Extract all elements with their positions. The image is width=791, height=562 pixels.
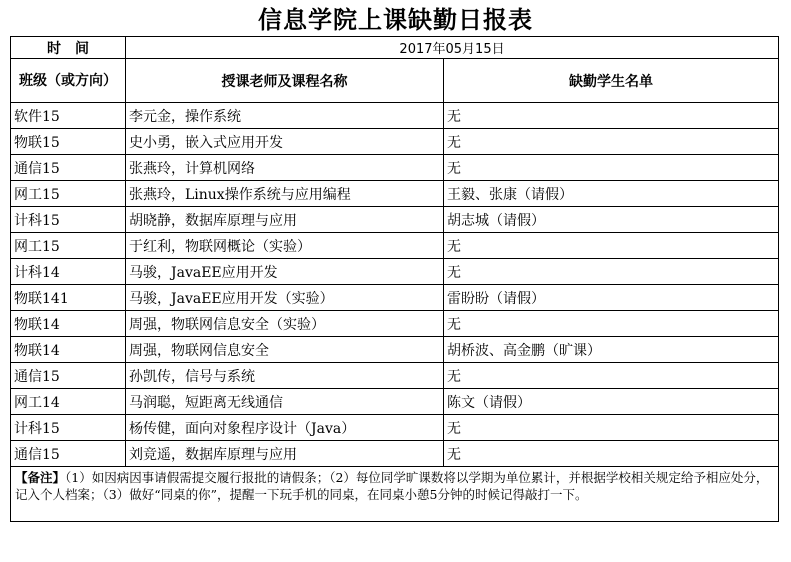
class-cell: 网工15 (11, 233, 126, 259)
teacher-course-cell: 张燕玲，计算机网络 (126, 155, 444, 181)
table-row (11, 311, 779, 337)
absent-students-cell: 无 (444, 155, 779, 181)
note-row (11, 467, 779, 522)
teacher-course-cell: 史小勇，嵌入式应用开发 (126, 129, 444, 155)
table-row (11, 129, 779, 155)
class-cell: 网工14 (11, 389, 126, 415)
class-cell: 计科15 (11, 207, 126, 233)
teacher-course-cell: 杨传健，面向对象程序设计（Java） (126, 415, 444, 441)
report-date: 2017年05月15日 (126, 37, 779, 59)
teacher-course-cell: 周强，物联网信息安全（实验） (126, 311, 444, 337)
table-row (11, 285, 779, 311)
absent-students-cell: 无 (444, 129, 779, 155)
teacher-course-cell: 马骏，JavaEE应用开发（实验） (126, 285, 444, 311)
table-row (11, 415, 779, 441)
class-cell: 物联141 (11, 285, 126, 311)
absent-students-cell: 无 (444, 441, 779, 467)
report-title: 信息学院上课缺勤日报表 (258, 5, 533, 34)
table-row (11, 155, 779, 181)
absent-students-cell: 无 (444, 259, 779, 285)
class-cell: 网工15 (11, 181, 126, 207)
teacher-course-cell: 李元金，操作系统 (126, 103, 444, 129)
absence-report-table (10, 36, 779, 522)
table-row (11, 207, 779, 233)
class-cell: 物联14 (11, 311, 126, 337)
header-row (11, 59, 779, 103)
teacher-course-cell: 胡晓静，数据库原理与应用 (126, 207, 444, 233)
teacher-course-cell: 于红利，物联网概论（实验） (126, 233, 444, 259)
table-row (11, 441, 779, 467)
class-cell: 计科15 (11, 415, 126, 441)
header-absent-students: 缺勤学生名单 (444, 59, 779, 103)
absent-students-cell: 胡桥波、高金鹏（旷课） (444, 337, 779, 363)
table-row (11, 389, 779, 415)
time-row (11, 37, 779, 59)
table-row (11, 363, 779, 389)
class-cell: 物联15 (11, 129, 126, 155)
header-teacher-course: 授课老师及课程名称 (126, 59, 444, 103)
absent-students-cell: 无 (444, 233, 779, 259)
table-row (11, 181, 779, 207)
note-text: （1）如因病因事请假需提交履行报批的请假条；（2）每位同学旷课数将以学期为单位累计，并根据学校相关规定给予相应处分，记入个人档案；（3）做好“同桌的你”，提醒一下玩手机的同桌，在同桌小憩5分钟的时候记得敲打一下。 (15, 470, 769, 502)
teacher-course-cell: 孙凯传，信号与系统 (126, 363, 444, 389)
note-cell (11, 467, 779, 522)
class-cell: 软件15 (11, 103, 126, 129)
class-cell: 物联14 (11, 337, 126, 363)
teacher-course-cell: 刘竞遥，数据库原理与应用 (126, 441, 444, 467)
absent-students-cell: 无 (444, 311, 779, 337)
table-row (11, 233, 779, 259)
header-class: 班级（或方向） (11, 59, 126, 103)
class-cell: 通信15 (11, 155, 126, 181)
class-cell: 通信15 (11, 441, 126, 467)
teacher-course-cell: 张燕玲，Linux操作系统与应用编程 (126, 181, 444, 207)
teacher-course-cell: 马润聪，短距离无线通信 (126, 389, 444, 415)
absent-students-cell: 无 (444, 363, 779, 389)
teacher-course-cell: 周强，物联网信息安全 (126, 337, 444, 363)
teacher-course-cell: 马骏，JavaEE应用开发 (126, 259, 444, 285)
table-row (11, 337, 779, 363)
absent-students-cell: 陈文（请假） (444, 389, 779, 415)
absent-students-cell: 无 (444, 415, 779, 441)
class-cell: 通信15 (11, 363, 126, 389)
absent-students-cell: 雷盼盼（请假） (444, 285, 779, 311)
absent-students-cell: 无 (444, 103, 779, 129)
class-cell: 计科14 (11, 259, 126, 285)
time-label: 时 间 (11, 37, 126, 59)
note-label: 【备注】 (15, 470, 66, 485)
absent-students-cell: 胡志城（请假） (444, 207, 779, 233)
table-row (11, 259, 779, 285)
table-row (11, 103, 779, 129)
absent-students-cell: 王毅、张康（请假） (444, 181, 779, 207)
